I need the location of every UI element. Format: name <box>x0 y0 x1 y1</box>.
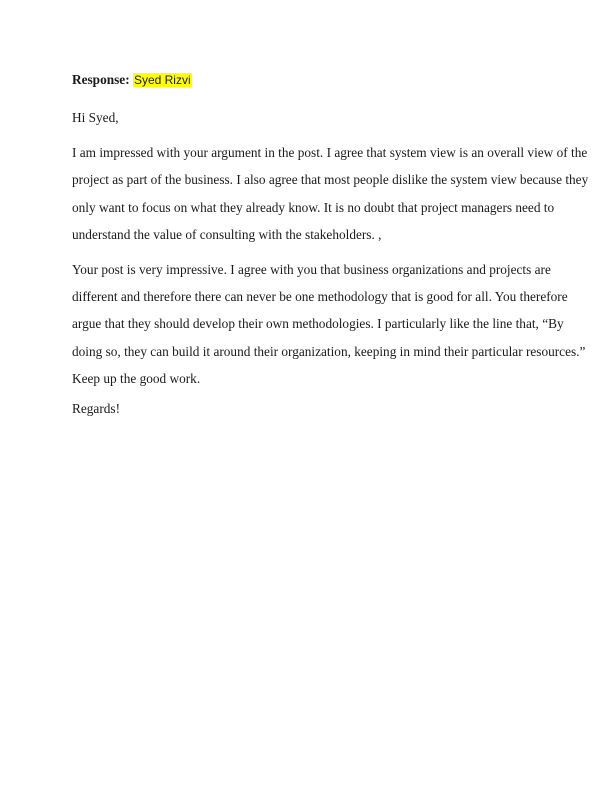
greeting: Hi Syed, <box>72 110 119 125</box>
paragraph-line: I am impressed with your argument in the post. I agree that system view is an overall view of the <box>72 145 588 161</box>
paragraph-line: project as part of the business. I also agree that most people dislike the system view because they <box>72 172 589 188</box>
paragraph-line: different and therefore there can never be one methodology that is good for all. You therefore <box>72 289 568 305</box>
closing: Regards! <box>72 400 120 416</box>
document-body <box>72 65 589 422</box>
paragraph-line: Your post is very impressive. I agree with you that business organizations and projects are <box>72 261 551 277</box>
paragraph-line: understand the value of consulting with the stakeholders. , <box>72 226 382 242</box>
paragraph-1 <box>72 139 589 248</box>
paragraph-line: only want to focus on what they already know. It is no doubt that project managers need to <box>72 199 555 215</box>
paragraph-2 <box>72 256 586 392</box>
paragraph-line: doing so, they can build it around their organization, keeping in mind their particular resources.” <box>72 343 586 359</box>
paragraph-line: argue that they should develop their own methodologies. I particularly like the line that, “By <box>72 316 564 332</box>
respondent-name: Syed Rizvi <box>133 73 191 87</box>
paragraph-line: Keep up the good work. <box>72 370 201 386</box>
response-label: Response: <box>72 72 130 87</box>
response-heading <box>72 65 540 95</box>
